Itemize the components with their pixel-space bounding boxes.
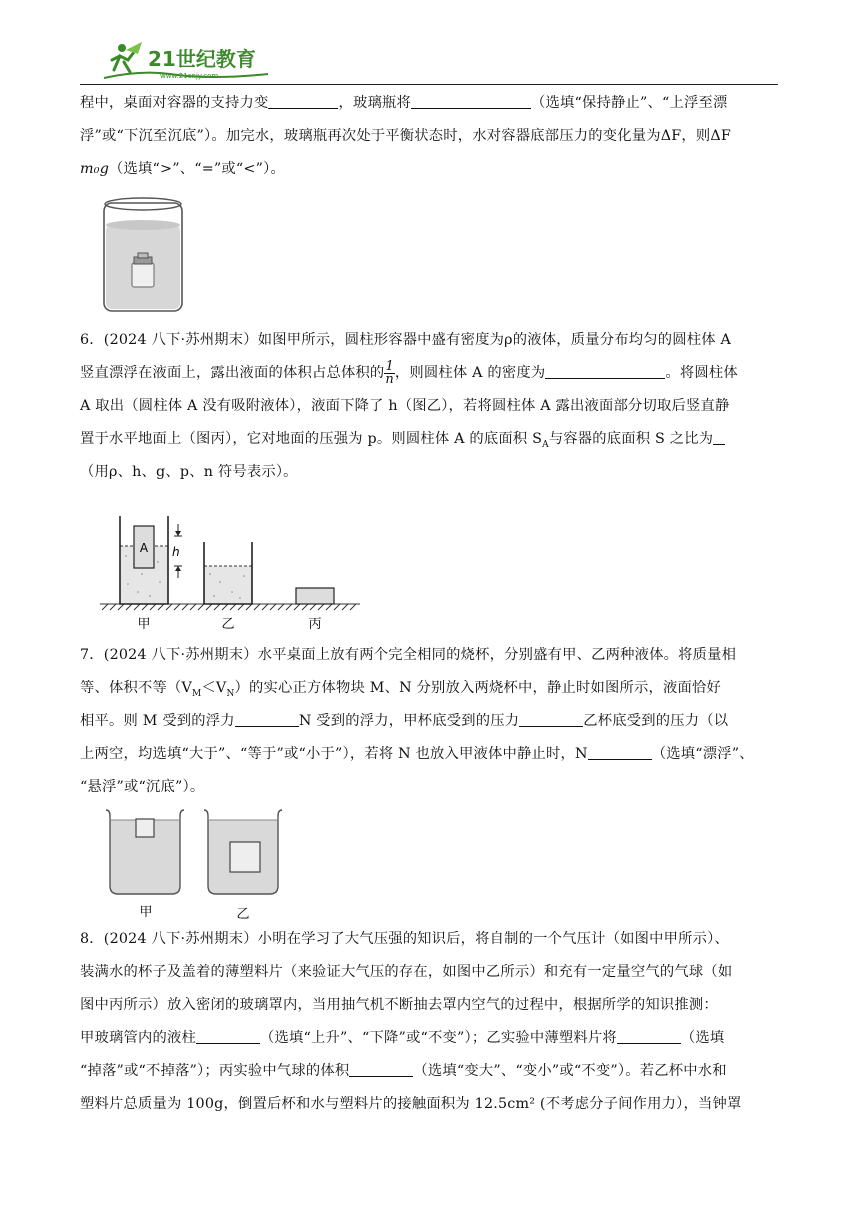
question-8-text: 8．(2024 八下·苏州期末）小明在学习了大气压强的知识后，将自制的一个气压计（如图中甲所示）、 装满水的杯子及盖着的薄塑料片（来验证大气压的存在，如图中乙所示）和充有一定量空气的气球（如 图中丙所示）放入密闭的玻璃罩内，当用抽气机不断抽去罩内空气的过程中，根据所学的知识推测： 甲玻璃管内的液柱 （选填“上升”、“下降”或“不变”）；乙实验中薄塑料片将 （选填 “掉落”或“不掉落”）；丙实验中气球的体积 （选填“变大”、“变小”或“不变”）。若乙杯中水和 塑料片总质量为 100g，倒置后杯和水与塑料片的接触面积为 12.5cm² (不考虑分子间作用力），当钟罩 [80, 931, 742, 1112]
header-divider [80, 84, 778, 85]
q8-blank-1[interactable] [196, 1027, 260, 1044]
fig-label-bing: 丙 [308, 617, 322, 632]
q7-figure-beakers [100, 806, 290, 924]
q7-blank-3[interactable] [588, 743, 652, 760]
q6-blank-1[interactable] [545, 362, 665, 379]
logo-text: 21世纪教育 [148, 47, 256, 71]
q5-blank-2[interactable] [411, 92, 531, 109]
q7-blank-2[interactable] [519, 710, 583, 727]
height-label-h: h [172, 545, 180, 559]
fig-label-jia: 甲 [139, 905, 153, 920]
question-7-text: 7．(2024 八下·苏州期末）水平桌面上放有两个完全相同的烧杯，分别盛有甲、乙两种液体。将质量相 等、体积不等$(V_M<V_N)$的实心正方体物块 M、N 分别放入两烧杯中，静止时如图所示，液面恰好 相平。则 M 受到的浮力 N 受到的浮力，甲杯底受到的压力 乙杯底受到的压力（以 上两空，均选填“大于”、“等于”或“小于”），若将 N 也放入甲液体中静止时，N （选填“漂浮”、 “悬浮”或“沉底”）。 [80, 647, 754, 795]
q5-figure-beaker [100, 195, 186, 315]
q6-figure-containers [100, 512, 362, 632]
q8-blank-3[interactable] [349, 1060, 413, 1077]
logo [100, 40, 270, 84]
q6-blank-2[interactable] [713, 428, 725, 445]
question-5-text: 程中，桌面对容器的支持力变 ，玻璃瓶将 （选填“保持静止”、“上浮至漂 浮”或“下沉至沉底”）。加完水，玻璃瓶再次处于平衡状态时，水对容器底部压力的变化量为ΔF，则ΔF m₀g（选填“>”、“=”或“<”）。 [80, 87, 780, 186]
logo-url: www.21cnjy.com [160, 72, 219, 80]
q8-blank-2[interactable] [617, 1027, 681, 1044]
question-6-text: 6．(2024 八下·苏州期末）如图甲所示，圆柱形容器中盛有密度为ρ的液体，质量分布均匀的圆柱体 A 竖直漂浮在液面上，露出液面的体积占总体积的 $\frac{1}{n}$ ，则圆柱体 A 的密度为 。将圆柱体 A 取出（圆柱体 A 没有吸附液体），液面下降了 h（图乙），若将圆柱体 A 露出液面部分切取后竖直静 置于水平地面上（图丙），它对地面的压强为 p。则圆柱体 A 的底面积 $S_A$与容器的底面积 S 之比为 （用ρ、h、g、p、n 符号表示）。 [80, 332, 738, 480]
cylinder-label-a: A [139, 541, 149, 555]
fig-label-yi: 乙 [236, 907, 250, 922]
fig-label-jia: 甲 [137, 617, 151, 632]
q7-blank-1[interactable] [235, 710, 299, 727]
fraction-1-over-n: $\frac{1}{n}$ [385, 358, 394, 387]
fig-label-yi: 乙 [221, 617, 235, 632]
q5-blank-1[interactable] [268, 92, 338, 109]
